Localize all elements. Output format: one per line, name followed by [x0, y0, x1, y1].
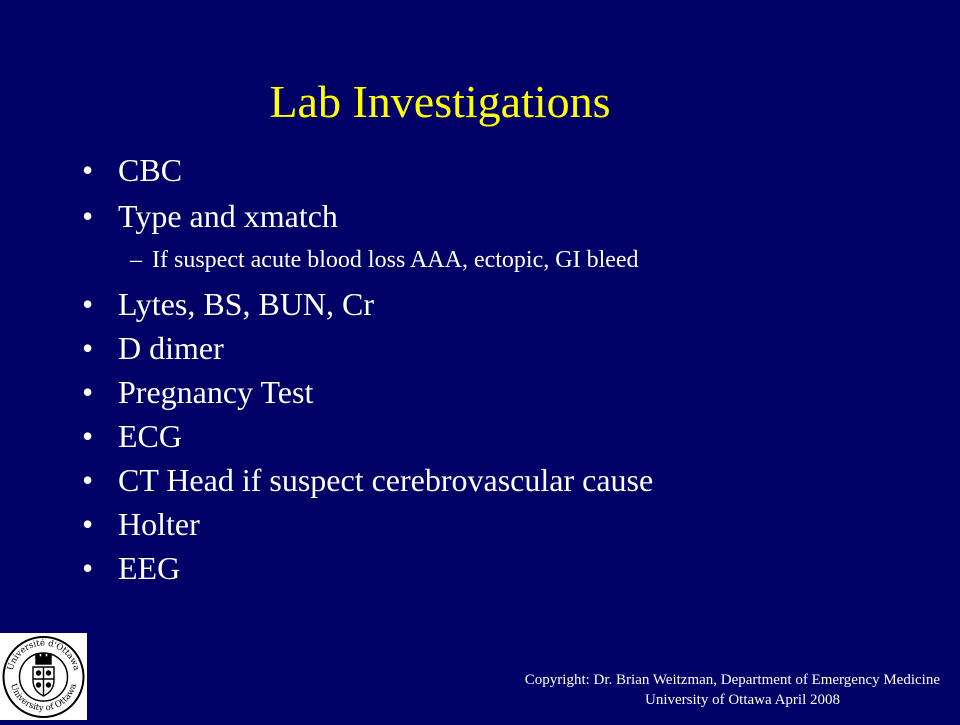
- bullet-marker: •: [82, 418, 94, 454]
- bullet-item: [82, 196, 338, 236]
- bullet-marker: •: [82, 198, 94, 234]
- bullet-text: D dimer: [118, 330, 224, 366]
- copyright-line-2: University of Ottawa April 2008: [645, 692, 840, 708]
- bullet-text: Holter: [118, 506, 200, 542]
- university-seal-icon: [0, 633, 87, 720]
- bullet-text: EEG: [118, 550, 181, 586]
- bullet-text: CT Head if suspect cerebrovascular cause: [118, 462, 654, 498]
- logo-bottom-text: University of Ottawa: [7, 682, 80, 714]
- bullet-item: [82, 372, 313, 412]
- sub-bullet-marker: –: [130, 247, 142, 273]
- bullet-item: [82, 460, 653, 500]
- sub-bullet-text: If suspect acute blood loss AAA, ectopic, GI bleed: [152, 247, 639, 273]
- bullet-marker: •: [82, 152, 94, 188]
- bullet-marker: •: [82, 374, 94, 410]
- bullet-item: [82, 150, 182, 190]
- bullet-text: Lytes, BS, BUN, Cr: [118, 286, 375, 322]
- sub-bullet-item: [130, 245, 639, 275]
- bullet-marker: •: [82, 506, 94, 542]
- bullet-text: Pregnancy Test: [118, 374, 314, 410]
- logo-top-text: Université d'Ottawa: [5, 638, 82, 672]
- bullet-item: [82, 504, 200, 544]
- university-of-ottawa-logo: [0, 633, 87, 720]
- bullet-item: [82, 548, 180, 588]
- bullet-marker: •: [82, 462, 94, 498]
- bullet-marker: •: [82, 286, 94, 322]
- copyright-line-1: Copyright: Dr. Brian Weitzman, Department of Emergency Medicine: [524, 672, 940, 688]
- bullet-text: Type and xmatch: [118, 198, 338, 234]
- copyright-footer: [380, 670, 940, 710]
- bullet-text: ECG: [118, 418, 182, 454]
- bullet-text: CBC: [118, 152, 183, 188]
- bullet-marker: •: [82, 550, 94, 586]
- bullet-item: [82, 284, 374, 324]
- bullet-marker: •: [82, 330, 94, 366]
- bullet-item: [82, 416, 182, 456]
- bullet-item: [82, 328, 224, 368]
- slide-title: Lab Investigations: [269, 76, 611, 127]
